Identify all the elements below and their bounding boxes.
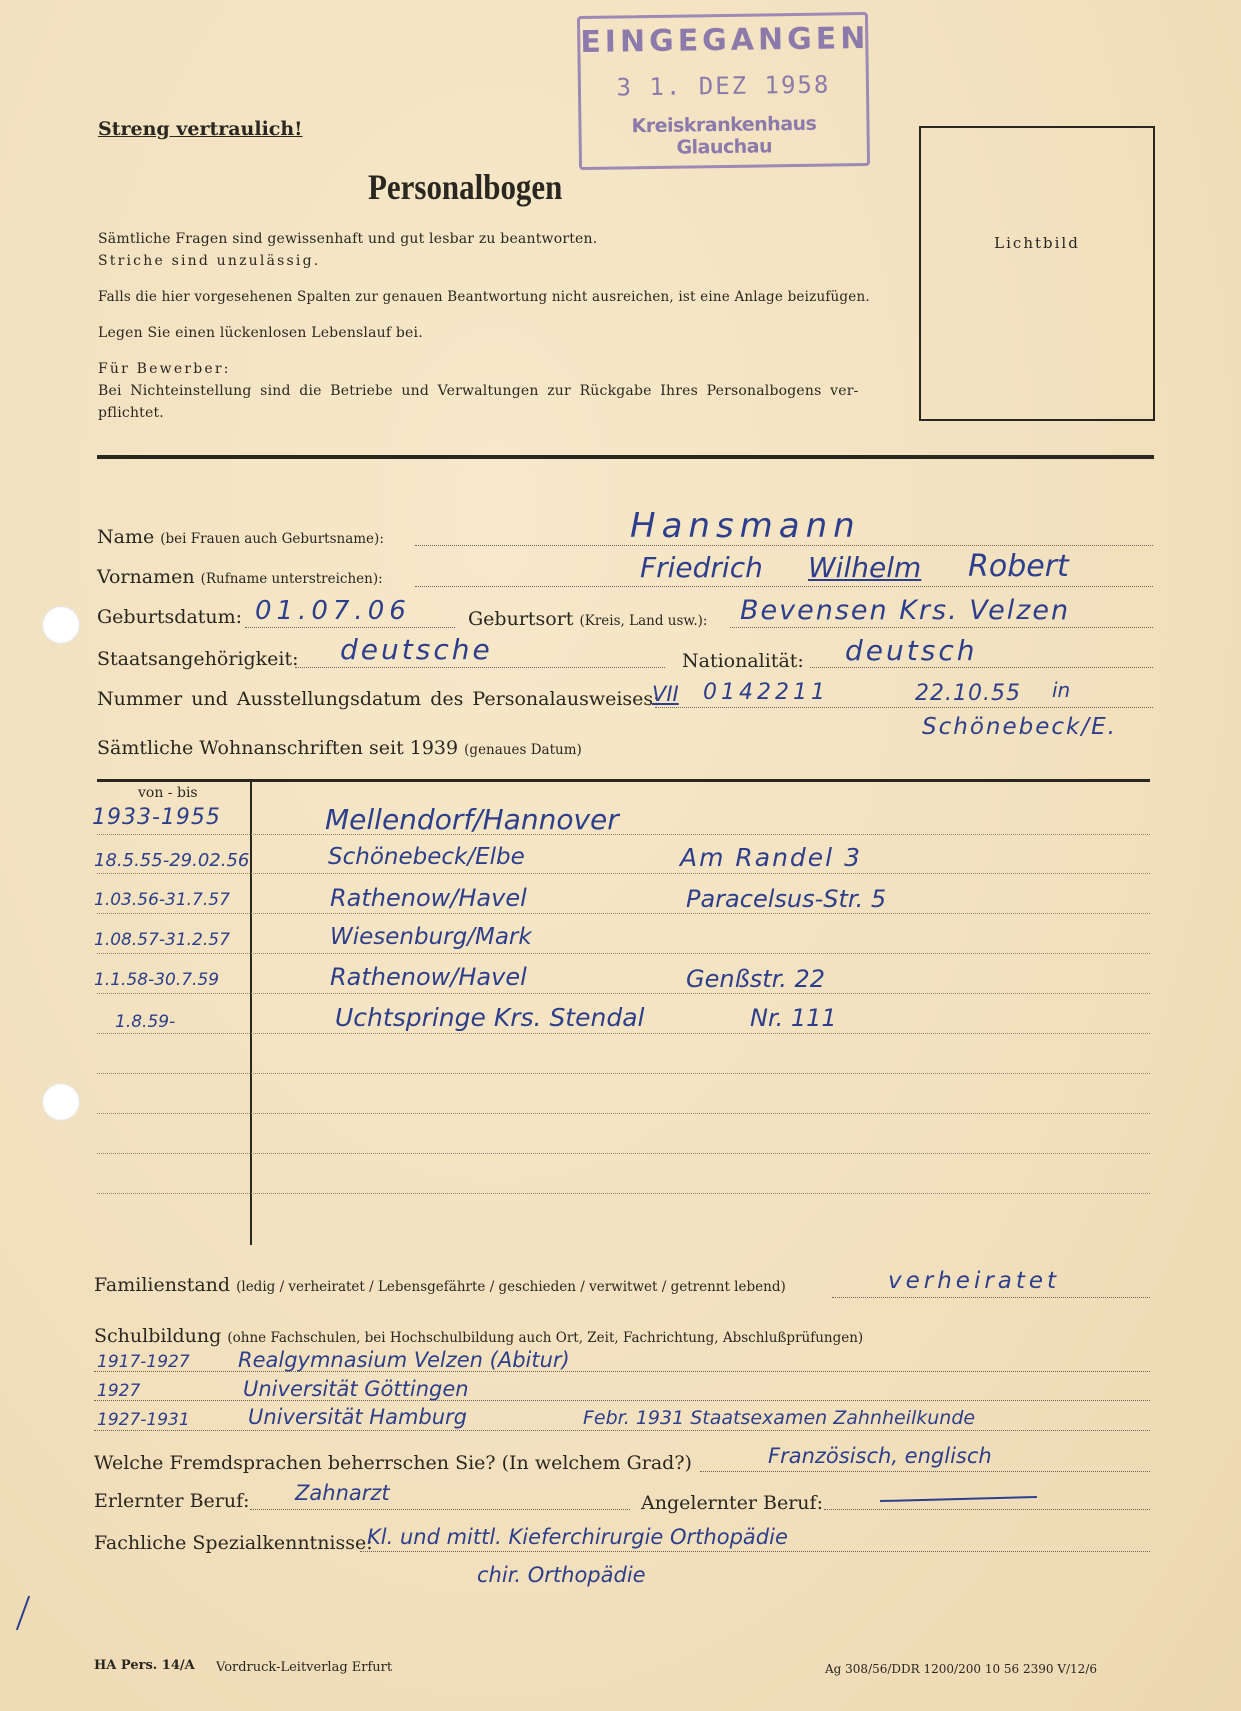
address-row-6-street: Nr. 111: [750, 1004, 837, 1032]
confidential-note: Streng vertraulich!: [98, 118, 303, 140]
geburtsort-label: [468, 608, 707, 630]
address-table-header: von - bis: [138, 785, 198, 801]
name-value: Hansmann: [630, 506, 861, 546]
address-row-line: [97, 1153, 1150, 1154]
ausweis-line: [655, 707, 1153, 708]
schul-row-1-text: Realgymnasium Velzen (Abitur): [238, 1348, 570, 1372]
spezial-value-2: chir. Orthopädie: [477, 1563, 646, 1587]
sprachen-value: Französisch, englisch: [768, 1444, 992, 1468]
address-row-5-place: Rathenow/Havel: [330, 963, 527, 991]
address-row-5-street: Genßstr. 22: [686, 965, 826, 993]
nationalitaet-line: [810, 667, 1153, 668]
vornamen-label: [97, 566, 383, 588]
vornamen-value-1: Friedrich: [640, 551, 763, 584]
received-stamp: [577, 12, 870, 170]
geburtsort-value: Bevensen Krs. Velzen: [740, 595, 1071, 626]
schul-line-3: [94, 1430, 1150, 1431]
ausweis-place: Schönebeck/E.: [922, 714, 1117, 740]
photo-label: Lichtbild: [994, 234, 1080, 252]
address-row-1-period: 1933-1955: [92, 805, 221, 830]
name-label-text: Name: [97, 526, 155, 548]
geburtsort-label-text: Geburtsort: [468, 608, 574, 630]
punch-hole-bottom: [42, 1083, 80, 1121]
schul-row-2-years: 1927: [97, 1381, 141, 1401]
name-label: [97, 526, 384, 548]
address-row-3-street: Paracelsus-Str. 5: [686, 885, 887, 913]
vornamen-label-note: (Rufname unterstreichen):: [200, 571, 383, 587]
vornamen-line: [415, 586, 1153, 587]
address-table-top-rule: [97, 779, 1150, 782]
familienstand-label: [94, 1274, 786, 1296]
address-row-line: [97, 834, 1150, 835]
photo-box: [919, 126, 1155, 421]
angelernt-strike-mark: [880, 1496, 1037, 1502]
angelernt-label: Angelernter Beruf:: [641, 1492, 823, 1514]
address-row-line: [97, 993, 1150, 994]
address-row-line: [97, 913, 1150, 914]
address-row-5-period: 1.1.58-30.7.59: [94, 970, 220, 990]
sprachen-label: Welche Fremdsprachen beherrschen Sie? (In welchem Grad?): [94, 1452, 692, 1474]
vornamen-value-rufname: Wilhelm: [808, 551, 922, 584]
instruction-line-7: pflichtet.: [98, 405, 164, 421]
schul-row-3-years: 1927-1931: [97, 1410, 190, 1430]
vornamen-value-3: Robert: [968, 549, 1069, 584]
address-row-line: [97, 873, 1150, 874]
address-row-3-place: Rathenow/Havel: [330, 884, 527, 912]
schul-label: [94, 1325, 863, 1347]
ausweis-series: VII: [652, 682, 679, 706]
schul-label-text: Schulbildung: [94, 1325, 222, 1347]
nationalitaet-label: Nationalität:: [682, 650, 804, 672]
footer-print-code: Ag 308/56/DDR 1200/200 10 56 2390 V/12/6: [825, 1662, 1097, 1676]
wohn-label: [97, 737, 582, 759]
geburtsdatum-label: Geburtsdatum:: [97, 606, 243, 628]
schul-row-2-text: Universität Göttingen: [243, 1377, 469, 1401]
address-row-1-place: Mellendorf/Hannover: [325, 803, 619, 836]
staat-label: Staatsangehörigkeit:: [97, 648, 299, 670]
stamp-line-1: EINGEGANGEN: [580, 20, 870, 60]
staat-line: [295, 667, 665, 668]
section-divider: [97, 455, 1154, 459]
spezial-label: Fachliche Spezialkenntnisse:: [94, 1532, 373, 1554]
address-row-2-place: Schönebeck/Elbe: [328, 844, 525, 870]
address-row-3-period: 1.03.56-31.7.57: [94, 890, 230, 910]
name-label-note: (bei Frauen auch Geburtsname):: [160, 531, 384, 547]
address-row-line: [97, 1113, 1150, 1114]
address-row-6-place: Uchtspringe Krs. Stendal: [335, 1003, 645, 1032]
instruction-line-4: Legen Sie einen lückenlosen Lebenslauf bei.: [98, 325, 423, 341]
punch-hole-top: [42, 606, 80, 644]
instruction-line-2: Striche sind unzulässig.: [98, 253, 321, 269]
schul-row-3-extra: Febr. 1931 Staatsexamen Zahnheilkunde: [583, 1407, 976, 1429]
staat-value: deutsche: [340, 633, 493, 666]
familienstand-value: verheiratet: [888, 1268, 1061, 1294]
angelernt-line: [824, 1509, 1150, 1510]
schul-row-1-years: 1917-1927: [97, 1352, 190, 1372]
schul-row-3-text: Universität Hamburg: [248, 1405, 468, 1429]
ausweis-in: in: [1052, 678, 1071, 702]
ausweis-label: Nummer und Ausstellungsdatum des Personalausweises:: [97, 688, 660, 710]
instruction-line-3: Falls die hier vorgesehenen Spalten zur genauen Beantwortung nicht ausreichen, ist eine Anlage beizufügen.: [98, 289, 870, 305]
instruction-line-1: Sämtliche Fragen sind gewissenhaft und gut lesbar zu beantworten.: [98, 231, 598, 247]
spezial-value-1: Kl. und mittl. Kieferchirurgie Orthopädie: [367, 1525, 788, 1549]
familienstand-label-text: Familienstand: [94, 1274, 231, 1296]
stamp-institution: Kreiskrankenhaus Glauchau: [631, 112, 817, 159]
address-row-line: [97, 1073, 1150, 1074]
ausweis-number: 0142211: [703, 680, 829, 705]
geburtsdatum-value: 01.07.06: [255, 596, 411, 626]
geburtsort-line: [730, 627, 1153, 628]
schul-label-note: (ohne Fachschulen, bei Hochschulbildung auch Ort, Zeit, Fachrichtung, Abschlußprüfungen): [227, 1330, 864, 1346]
page-title: Personalbogen: [368, 167, 563, 207]
pen-mark: [16, 1596, 30, 1631]
address-row-4-period: 1.08.57-31.2.57: [94, 930, 230, 950]
vornamen-label-text: Vornamen: [97, 566, 195, 588]
address-row-2-period: 18.5.55-29.02.56: [94, 850, 250, 871]
beruf-value: Zahnarzt: [295, 1481, 390, 1505]
beruf-label: Erlernter Beruf:: [94, 1490, 250, 1512]
address-row-4-place: Wiesenburg/Mark: [330, 924, 532, 950]
spezial-line-1: [360, 1551, 1150, 1552]
nationalitaet-value: deutsch: [845, 634, 978, 667]
footer-form-code: HA Pers. 14/A: [94, 1658, 195, 1673]
address-row-6-period: 1.8.59-: [115, 1012, 176, 1032]
geburtsort-label-note: (Kreis, Land usw.):: [579, 613, 708, 629]
stamp-date: 3 1. DEZ 1958: [616, 70, 831, 102]
instruction-line-5: Für Bewerber:: [98, 361, 231, 377]
wohn-label-text: Sämtliche Wohnanschriften seit 1939: [97, 737, 459, 759]
sprachen-line: [700, 1471, 1150, 1472]
wohn-label-note: (genaues Datum): [464, 742, 582, 758]
address-row-line: [97, 1193, 1150, 1194]
footer-publisher: Vordruck-Leitverlag Erfurt: [216, 1660, 393, 1675]
address-row-2-street: Am Randel 3: [680, 843, 862, 872]
familienstand-label-note: (ledig / verheiratet / Lebensgefährte / geschieden / verwitwet / getrennt lebend): [236, 1279, 786, 1295]
address-row-line: [97, 1033, 1150, 1034]
familienstand-line: [832, 1297, 1150, 1298]
geburtsdatum-line: [245, 627, 455, 628]
address-row-line: [97, 953, 1150, 954]
instruction-line-6: Bei Nichteinstellung sind die Betriebe und Verwaltungen zur Rückgabe Ihres Personalbogens ver-: [98, 383, 859, 399]
address-table-column-divider: [250, 781, 252, 1245]
beruf-line: [250, 1509, 630, 1510]
ausweis-date: 22.10.55: [915, 681, 1021, 706]
